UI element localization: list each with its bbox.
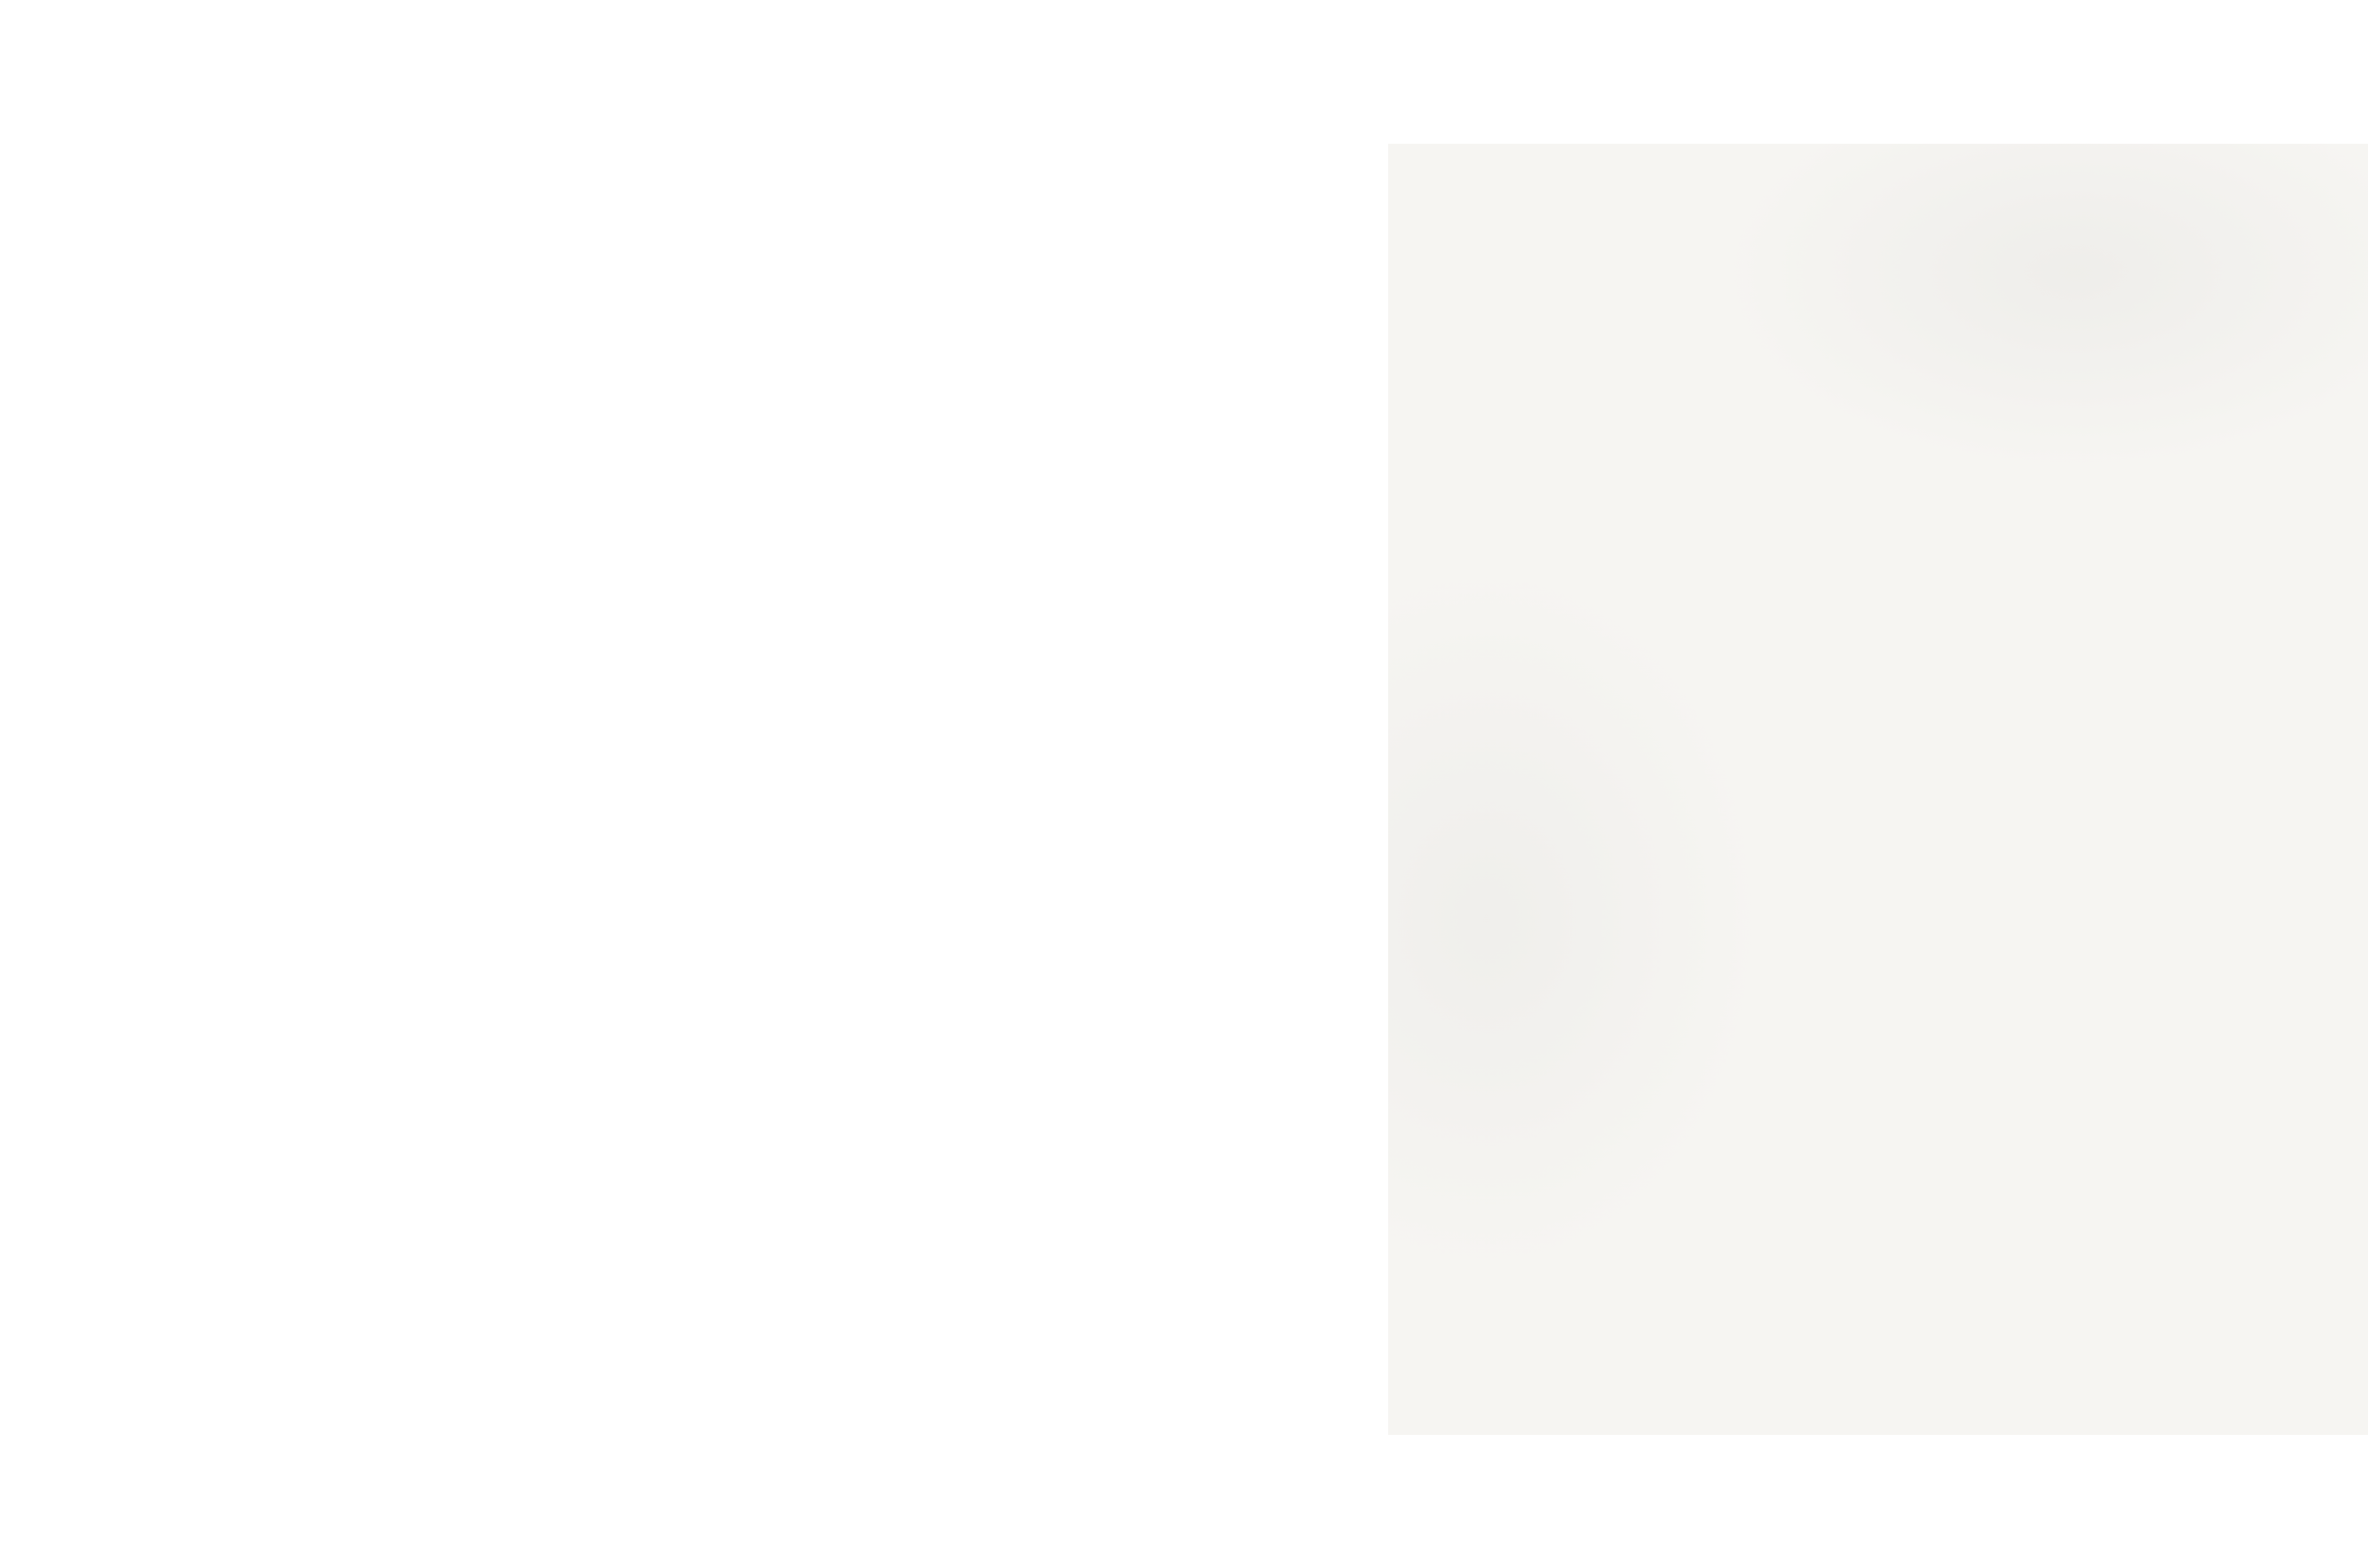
newspaper-clipping <box>1388 144 2368 1435</box>
